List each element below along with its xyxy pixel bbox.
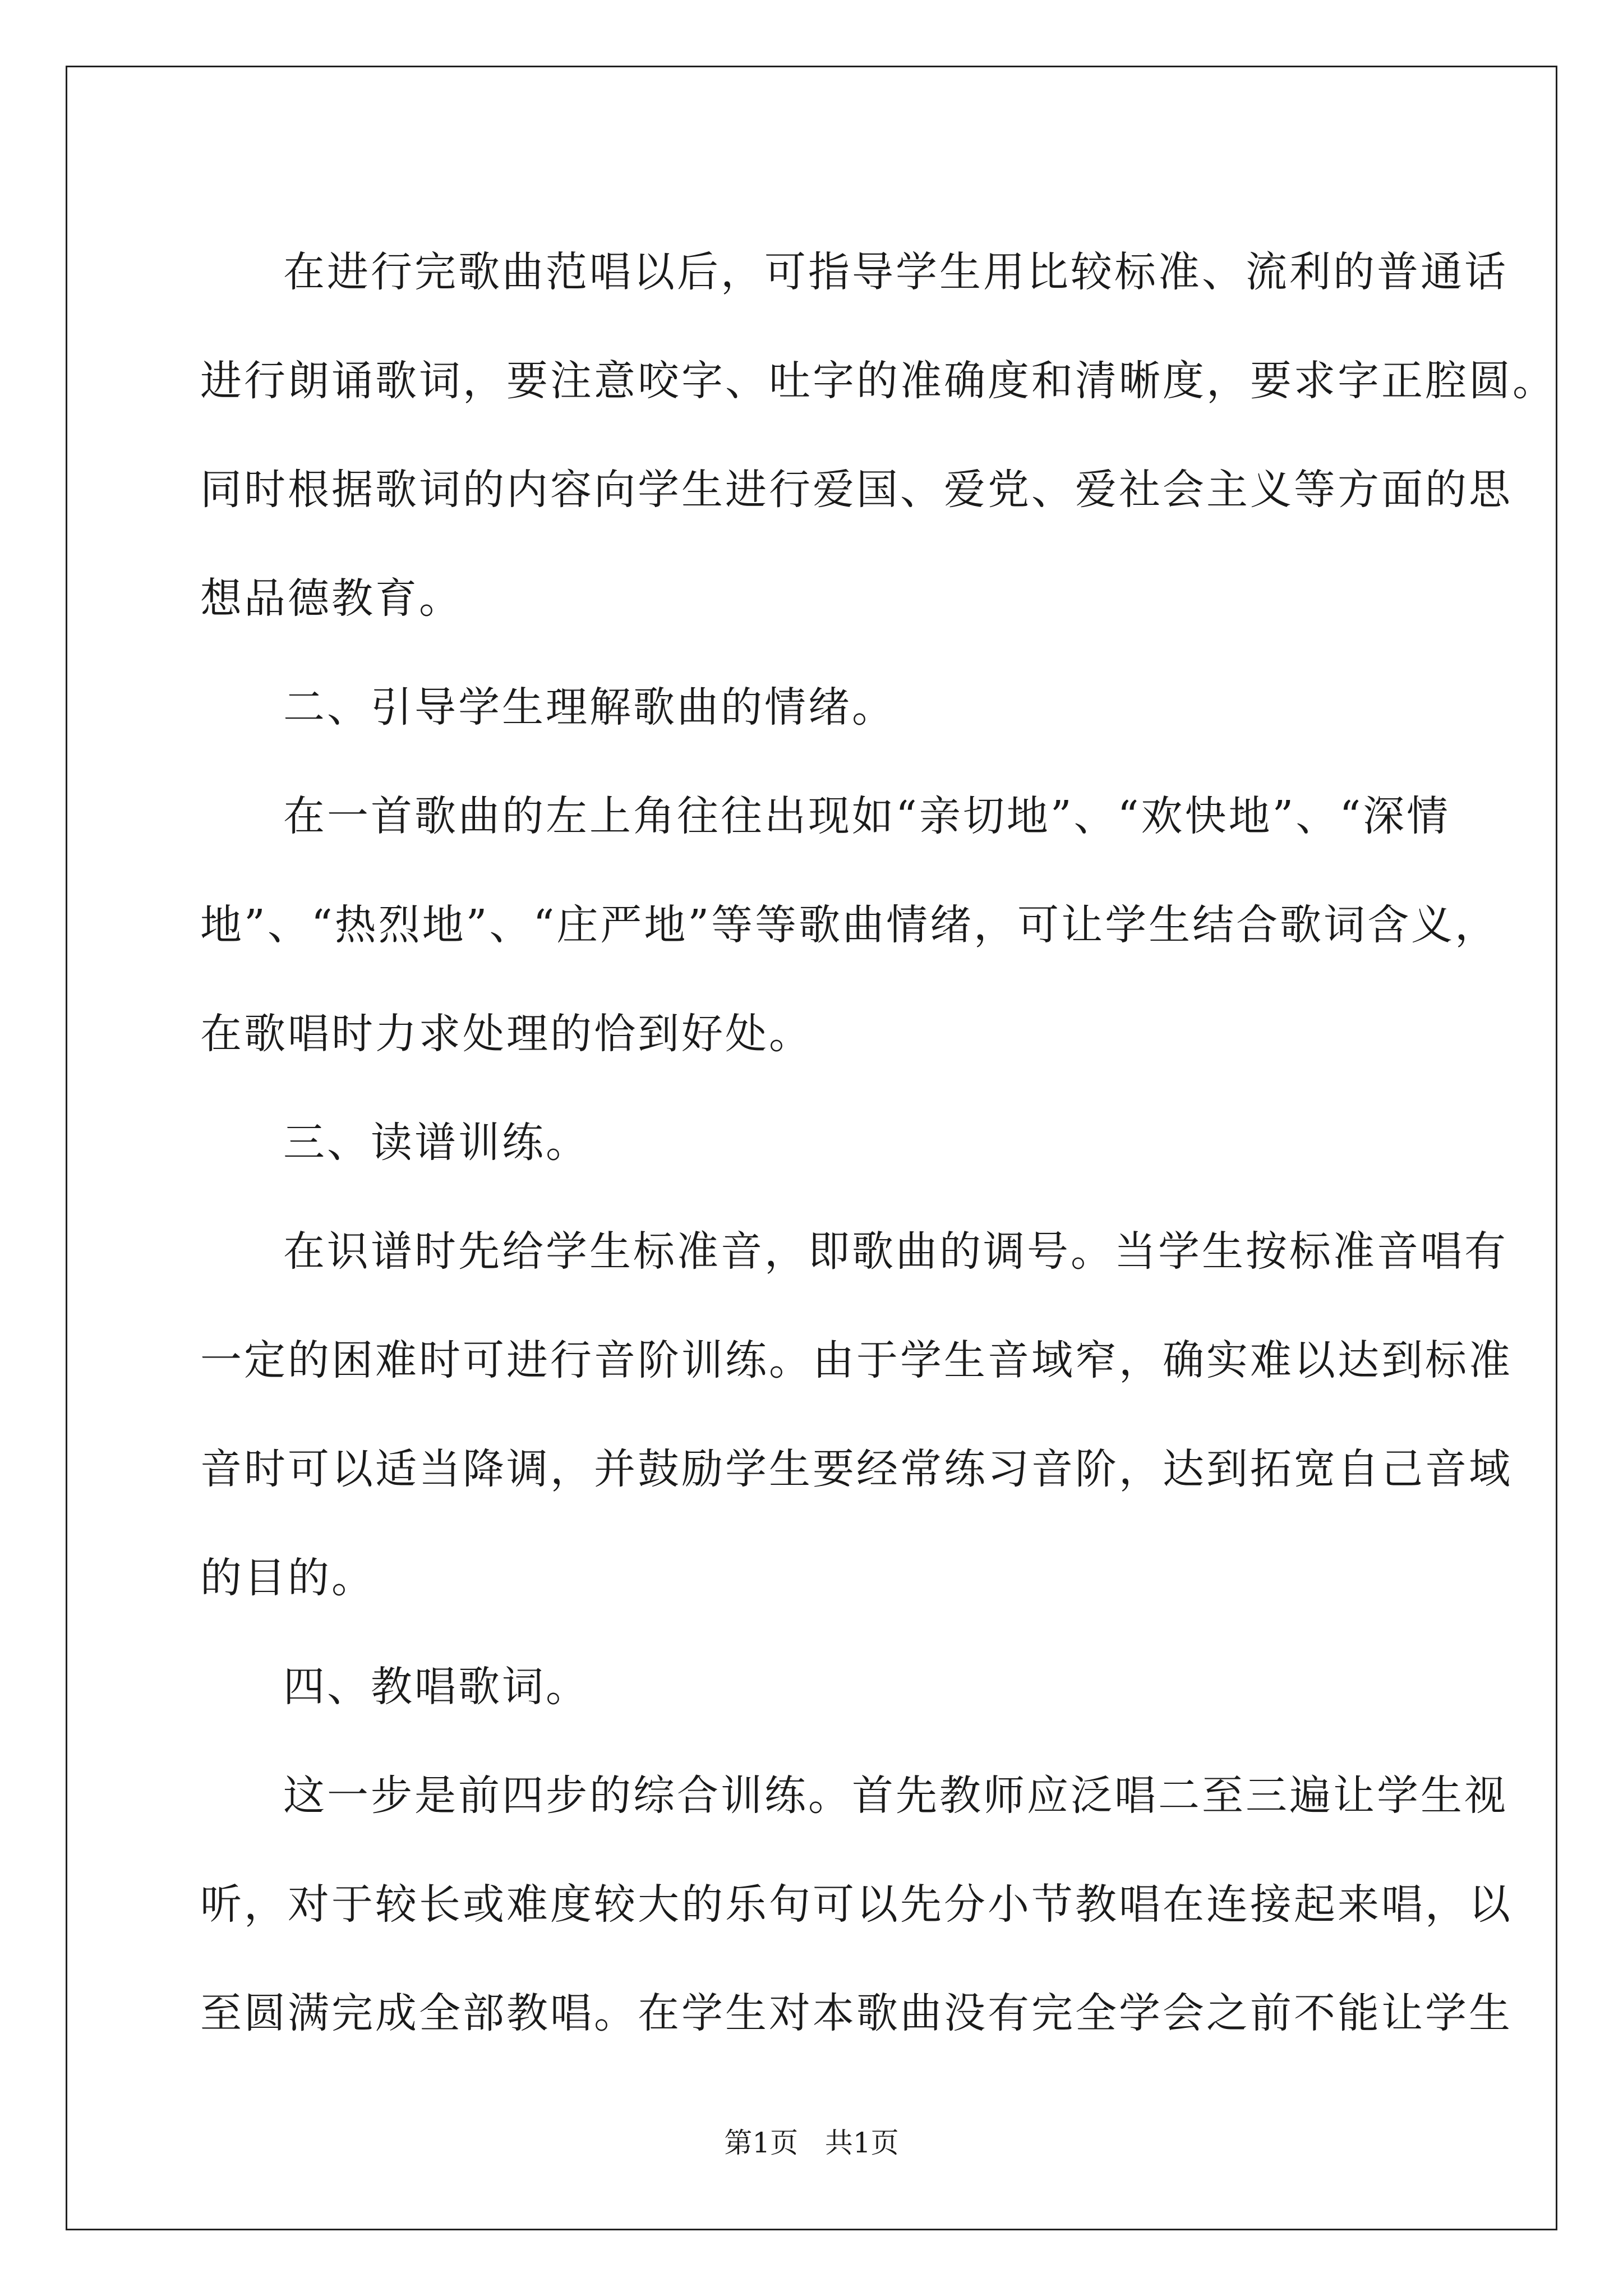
paragraph-line: 进行朗诵歌词，要注意咬字、吐字的准确度和清晰度，要求字正腔圆。	[200, 357, 1556, 405]
paragraph-line: 在识谱时先给学生标准音，即歌曲的调号。当学生按标准音唱有	[283, 1227, 1508, 1276]
paragraph-line: 在进行完歌曲范唱以后，可指导学生用比较标准、流利的普通话	[283, 248, 1508, 296]
paragraph-line: 的目的。	[200, 1554, 375, 1602]
paragraph-line: 至圆满完成全部教唱。在学生对本歌曲没有完全学会之前不能让学生	[200, 1989, 1513, 2037]
section-heading: 四、教唱歌词。	[283, 1663, 589, 1711]
paragraph-line: 一定的困难时可进行音阶训练。由于学生音域窄，确实难以达到标准	[200, 1336, 1513, 1384]
paragraph-line: 想品德教育。	[200, 574, 463, 623]
paragraph-line: 听，对于较长或难度较大的乐句可以先分小节教唱在连接起来唱，以	[200, 1880, 1513, 1929]
paragraph-line: 这一步是前四步的综合训练。首先教师应泛唱二至三遍让学生视	[283, 1772, 1508, 1820]
paragraph-line: 在歌唱时力求处理的恰到好处。	[200, 1010, 813, 1058]
section-heading: 二、引导学生理解歌曲的情绪。	[283, 683, 896, 731]
paragraph-line: 在一首歌曲的左上角往往出现如“亲切地”、“欢快地”、“深情	[283, 792, 1451, 840]
paragraph-line: 同时根据歌词的内容向学生进行爱国、爱党、爱社会主义等方面的思	[200, 466, 1513, 514]
page-number-footer: 第1页 共1页	[724, 2127, 899, 2159]
section-heading: 三、读谱训练。	[283, 1119, 589, 1167]
paragraph-line: 地”、“热烈地”、“庄严地”等等歌曲情绪，可让学生结合歌词含义，	[200, 901, 1499, 949]
paragraph-line: 音时可以适当降调，并鼓励学生要经常练习音阶，达到拓宽自己音域	[200, 1445, 1513, 1493]
document-body	[200, 218, 1556, 2068]
